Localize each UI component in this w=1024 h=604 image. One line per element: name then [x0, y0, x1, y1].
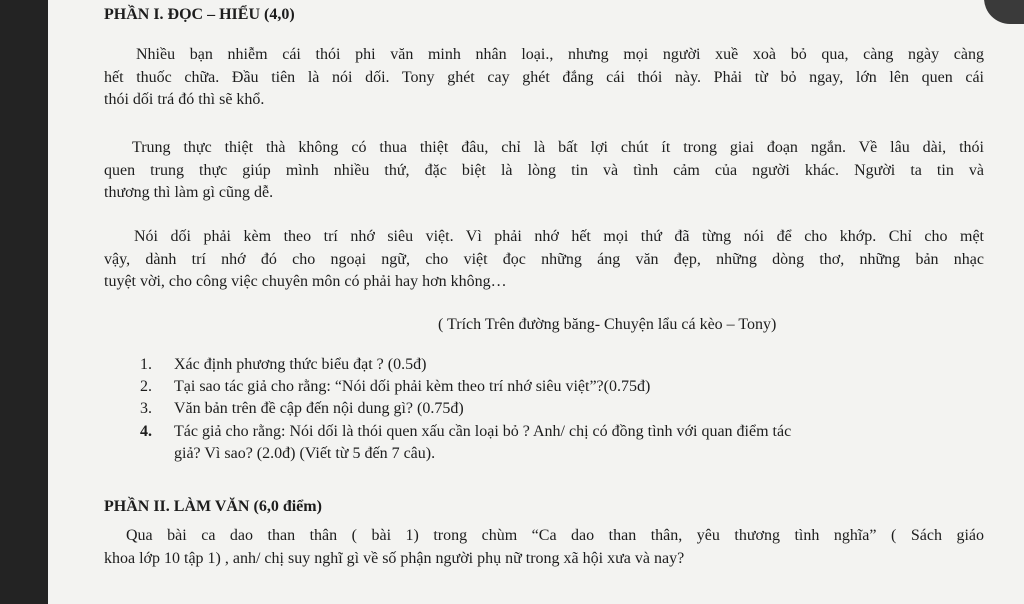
question-line: Văn bản trên đề cập đến nội dung gì? (0.75đ)	[174, 400, 464, 418]
paragraph-2	[104, 137, 984, 205]
paragraph-line: thói dối trá đó thì sẽ khổ.	[104, 91, 265, 108]
paragraph-line: Qua bài ca dao than thân ( bài 1) trong chùm “Ca dao than thân, yêu thương tình nghĩa” ( Sách giáo	[126, 527, 984, 544]
question-line: Tại sao tác giả cho rằng: “Nói dối phải kèm theo trí nhớ siêu việt”?(0.75đ)	[174, 378, 651, 396]
paragraph-1	[104, 44, 984, 112]
paragraph-line: Trung thực thiệt thà không có thua thiệt đâu, chỉ là bất lợi chút ít trong giai đoạn ngắn. Về lâu dài, thói	[132, 139, 984, 156]
question-text	[174, 376, 986, 398]
question-line: Tác giả cho rằng: Nói dối là thói quen xấu cần loại bỏ ? Anh/ chị có đồng tình với quan điểm tác	[174, 422, 792, 440]
question-line: Xác định phương thức biểu đạt ? (0.5đ)	[174, 356, 427, 373]
document-page	[104, 0, 984, 604]
paragraph-line: khoa lớp 10 tập 1) , anh/ chị suy nghĩ gì về số phận người phụ nữ trong xã hội xưa và nay?	[104, 549, 685, 567]
question-text	[174, 421, 986, 465]
paragraph-line: quen trung thực giúp mình nhiều thứ, đặc biệt là lòng tin và tình cảm của người khác. Người ta tin và	[104, 161, 984, 179]
question-number: 1.	[140, 356, 152, 373]
essay-prompt	[104, 525, 984, 570]
question-item	[140, 398, 986, 420]
paragraph-line: hết thuốc chữa. Đầu tiên là nói dối. Tony ghét cay ghét đắng cái thói này. Phải từ bỏ ngay, lớn lên quen cái	[104, 68, 984, 86]
question-list	[140, 354, 986, 465]
question-item	[140, 354, 986, 376]
question-line: giả? Vì sao? (2.0đ) (Viết từ 5 đến 7 câu).	[174, 444, 436, 462]
section1-heading: PHẦN I. ĐỌC – HIỂU (4,0)	[104, 6, 295, 23]
paragraph-line: thương thì làm gì cũng dễ.	[104, 184, 274, 201]
paragraph-line: tuyệt vời, cho công việc chuyên môn có phải hay hơn không…	[104, 273, 507, 290]
paragraph-line: Nói dối phải kèm theo trí nhớ siêu việt. Vì phải nhớ hết mọi thứ đã từng nói để cho khớp. Chỉ cho mệt	[134, 228, 984, 245]
question-number: 4.	[140, 422, 152, 440]
paragraph-3	[104, 226, 984, 294]
question-number: 3.	[140, 400, 152, 418]
question-text	[174, 398, 986, 420]
paragraph-line: vậy, dành trí nhớ đó cho ngoại ngữ, cho việt đọc những áng văn đẹp, những dòng thơ, những bản nhạc	[104, 250, 984, 268]
section2-heading: PHẦN II. LÀM VĂN (6,0 điểm)	[104, 498, 322, 515]
question-text	[174, 354, 986, 376]
source-citation: ( Trích Trên đường băng- Chuyện lẩu cá kèo – Tony)	[438, 316, 777, 333]
corner-overlay	[984, 0, 1024, 24]
question-number: 2.	[140, 378, 152, 396]
paragraph-line: Nhiều bạn nhiễm cái thói phi văn minh nhân loại., nhưng mọi người xuề xoà bỏ qua, càng ngày càng	[136, 46, 984, 63]
question-item	[140, 376, 986, 398]
question-item	[140, 421, 986, 465]
left-dark-border	[0, 0, 48, 604]
